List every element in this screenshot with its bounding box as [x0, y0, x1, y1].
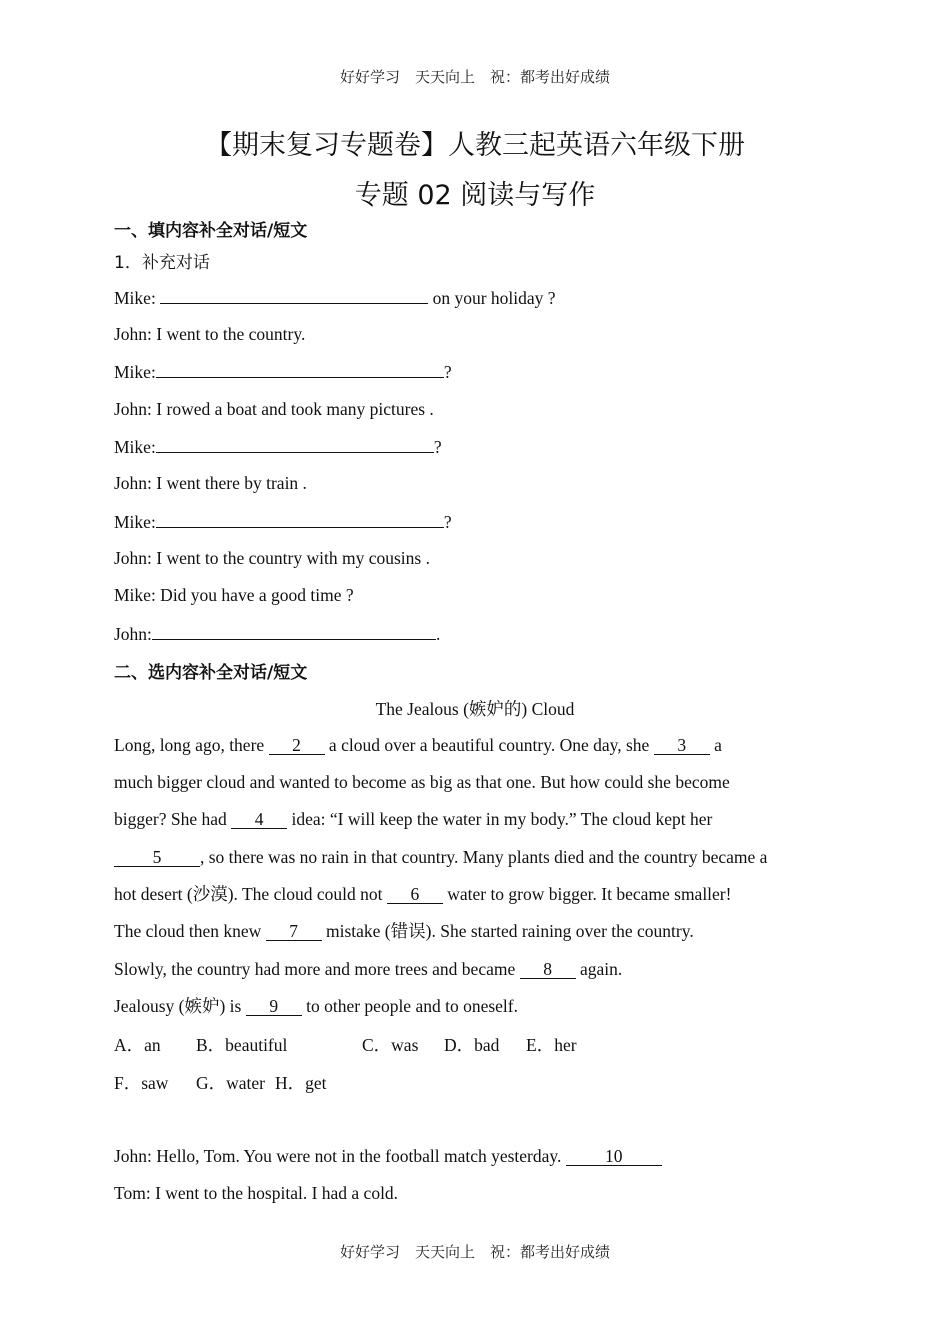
option-f: F．saw	[114, 1073, 169, 1093]
passage-line: Jealousy (嫉妒) is 9 to other people and to oneself.	[114, 996, 518, 1016]
dialog-line: Mike: Did you have a good time ?	[114, 585, 354, 605]
passage-line: Long, long ago, there 2 a cloud over a beautiful country. One day, she 3 a	[114, 735, 722, 755]
document-title: 【期末复习专题卷】人教三起英语六年级下册	[205, 130, 745, 161]
dialog-line: Mike: ?	[114, 512, 452, 532]
dialog-line: John: .	[114, 624, 441, 644]
passage-line: Slowly, the country had more and more trees and became 8 again.	[114, 959, 623, 979]
dialog-line: Mike: ?	[114, 362, 452, 382]
passage-line: much bigger cloud and wanted to become as big as that one. But how could she become	[114, 772, 730, 792]
passage-title: The Jealous (嫉妒的) Cloud	[375, 699, 575, 719]
dialog-line: John: Hello, Tom. You were not in the football match yesterday. 10	[114, 1145, 662, 1167]
dialog-line: Mike: ?	[114, 437, 442, 457]
answer-blank[interactable]	[156, 435, 434, 453]
numbered-blank[interactable]: 5	[114, 848, 200, 867]
document-subtitle: 专题 02 阅读与写作	[354, 180, 596, 211]
dialog-line: John: I went there by train .	[114, 473, 307, 493]
numbered-blank[interactable]: 10	[566, 1147, 662, 1166]
option-c: C．was	[362, 1035, 419, 1055]
option-a: A．an	[114, 1035, 161, 1055]
passage-line: 5 , so there was no rain in that country. Many plants died and the country became a	[114, 846, 767, 868]
page-header: 好好学习 天天向上 祝：都考出好成绩	[339, 68, 610, 86]
answer-blank[interactable]	[160, 286, 428, 304]
passage-line: The cloud then knew 7 mistake (错误). She started raining over the country.	[114, 921, 694, 941]
dialog-line: John: I rowed a boat and took many pictures .	[114, 399, 434, 419]
numbered-blank[interactable]: 8	[520, 960, 576, 979]
answer-blank[interactable]	[152, 622, 436, 640]
numbered-blank[interactable]: 9	[246, 997, 302, 1016]
numbered-blank[interactable]: 2	[269, 736, 325, 755]
section1-heading: 一、填内容补全对话/短文	[114, 221, 308, 241]
numbered-blank[interactable]: 4	[231, 810, 287, 829]
passage-line: bigger? She had 4 idea: “I will keep the water in my body.” The cloud kept her	[114, 809, 713, 829]
option-h: H．get	[275, 1073, 327, 1093]
option-g: G．water	[196, 1073, 266, 1093]
option-d: D．bad	[444, 1035, 500, 1055]
dialog-line: John: I went to the country.	[114, 324, 306, 344]
dialog-line: Tom: I went to the hospital. I had a cold.	[114, 1183, 399, 1203]
page-footer: 好好学习 天天向上 祝：都考出好成绩	[339, 1243, 610, 1261]
answer-blank[interactable]	[156, 360, 444, 378]
answer-blank[interactable]	[156, 510, 444, 528]
question1-label: 1．补充对话	[114, 253, 210, 273]
option-e: E．her	[526, 1035, 577, 1055]
numbered-blank[interactable]: 7	[266, 922, 322, 941]
numbered-blank[interactable]: 6	[387, 885, 443, 904]
passage-line: hot desert (沙漠). The cloud could not 6 water to grow bigger. It became smaller!	[114, 884, 732, 904]
option-b: B．beautiful	[196, 1035, 288, 1055]
dialog-line: Mike: on your holiday ?	[114, 288, 556, 308]
section2-heading: 二、选内容补全对话/短文	[114, 663, 308, 683]
numbered-blank[interactable]: 3	[654, 736, 710, 755]
dialog-line: John: I went to the country with my cousins .	[114, 548, 430, 568]
